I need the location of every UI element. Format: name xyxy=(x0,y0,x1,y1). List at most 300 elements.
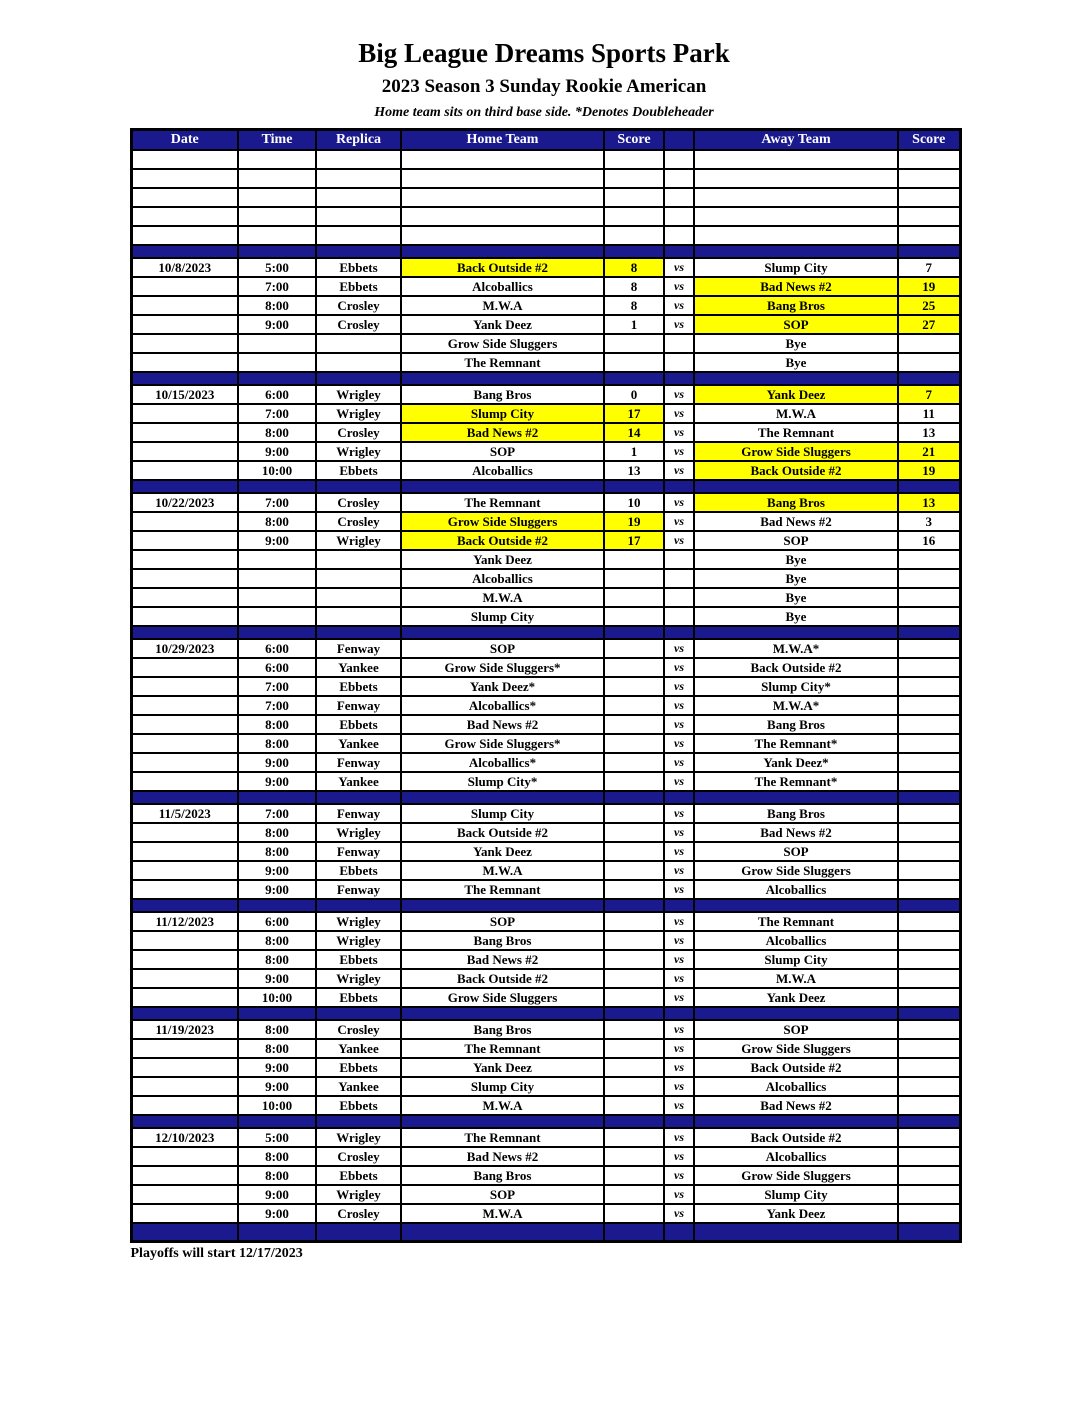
date-cell xyxy=(131,169,238,188)
home-team-cell: Alcoballics xyxy=(401,461,604,480)
replica-cell: Crosley xyxy=(316,315,401,334)
time-cell xyxy=(238,353,316,372)
away-team-cell: M.W.A* xyxy=(694,639,898,658)
replica-cell: Ebbets xyxy=(316,461,401,480)
away-score-cell xyxy=(898,245,960,258)
date-cell xyxy=(131,791,238,804)
game-row xyxy=(131,404,960,423)
replica-cell xyxy=(316,334,401,353)
home-score-cell xyxy=(604,931,664,950)
time-cell xyxy=(238,169,316,188)
bye-row xyxy=(131,588,960,607)
away-team-cell xyxy=(694,1115,898,1128)
home-team-cell: Bad News #2 xyxy=(401,715,604,734)
vs-cell: vs xyxy=(664,1185,694,1204)
time-cell xyxy=(238,207,316,226)
away-team-cell: M.W.A xyxy=(694,404,898,423)
time-cell: 9:00 xyxy=(238,442,316,461)
replica-cell: Ebbets xyxy=(316,1058,401,1077)
vs-cell xyxy=(664,226,694,245)
away-team-cell: Slump City xyxy=(694,1185,898,1204)
header-time: Time xyxy=(238,130,316,151)
time-cell: 10:00 xyxy=(238,1096,316,1115)
home-score-cell xyxy=(604,169,664,188)
game-row xyxy=(131,950,960,969)
game-row xyxy=(131,531,960,550)
home-score-cell xyxy=(604,1204,664,1223)
home-team-cell: Yank Deez xyxy=(401,550,604,569)
vs-cell: vs xyxy=(664,772,694,791)
vs-cell: vs xyxy=(664,861,694,880)
away-team-cell: Grow Side Sluggers xyxy=(694,1039,898,1058)
home-score-cell xyxy=(604,1096,664,1115)
vs-cell xyxy=(664,353,694,372)
home-team-cell xyxy=(401,188,604,207)
away-score-cell xyxy=(898,607,960,626)
vs-cell: vs xyxy=(664,531,694,550)
date-cell xyxy=(131,1115,238,1128)
replica-cell: Yankee xyxy=(316,772,401,791)
date-cell xyxy=(131,1096,238,1115)
home-score-cell xyxy=(604,715,664,734)
vs-cell: vs xyxy=(664,1147,694,1166)
home-team-cell: Bang Bros xyxy=(401,385,604,404)
home-score-cell xyxy=(604,842,664,861)
home-score-cell: 13 xyxy=(604,461,664,480)
home-team-cell xyxy=(401,226,604,245)
home-team-cell: Back Outside #2 xyxy=(401,531,604,550)
replica-cell: Yankee xyxy=(316,658,401,677)
date-cell xyxy=(131,423,238,442)
date-cell xyxy=(131,772,238,791)
away-team-cell: M.W.A xyxy=(694,969,898,988)
away-team-cell: The Remnant xyxy=(694,912,898,931)
time-cell: 6:00 xyxy=(238,658,316,677)
replica-cell: Fenway xyxy=(316,842,401,861)
away-team-cell: The Remnant xyxy=(694,423,898,442)
home-team-cell: M.W.A xyxy=(401,1204,604,1223)
away-score-cell xyxy=(898,842,960,861)
home-score-cell: 14 xyxy=(604,423,664,442)
game-row xyxy=(131,988,960,1007)
away-score-cell xyxy=(898,353,960,372)
vs-cell xyxy=(664,169,694,188)
vs-cell: vs xyxy=(664,1166,694,1185)
date-cell: 11/5/2023 xyxy=(131,804,238,823)
home-team-cell: Slump City* xyxy=(401,772,604,791)
away-score-cell xyxy=(898,226,960,245)
vs-cell: vs xyxy=(664,753,694,772)
away-score-cell: 11 xyxy=(898,404,960,423)
header-away-score: Score xyxy=(898,130,960,151)
away-team-cell: Alcoballics xyxy=(694,880,898,899)
home-score-cell xyxy=(604,823,664,842)
vs-cell: vs xyxy=(664,423,694,442)
home-team-cell: Yank Deez* xyxy=(401,677,604,696)
home-team-cell: Grow Side Sluggers xyxy=(401,988,604,1007)
date-cell: 10/8/2023 xyxy=(131,258,238,277)
home-team-cell: Bang Bros xyxy=(401,931,604,950)
time-cell: 9:00 xyxy=(238,772,316,791)
vs-cell: vs xyxy=(664,677,694,696)
away-score-cell xyxy=(898,639,960,658)
replica-cell xyxy=(316,480,401,493)
date-cell xyxy=(131,931,238,950)
home-score-cell xyxy=(604,1039,664,1058)
home-team-cell: SOP xyxy=(401,639,604,658)
time-cell: 8:00 xyxy=(238,823,316,842)
away-team-cell: Bye xyxy=(694,607,898,626)
home-score-cell xyxy=(604,550,664,569)
replica-cell: Fenway xyxy=(316,880,401,899)
time-cell: 10:00 xyxy=(238,988,316,1007)
home-score-cell xyxy=(604,804,664,823)
home-score-cell: 17 xyxy=(604,404,664,423)
vs-cell xyxy=(664,1223,694,1242)
date-cell xyxy=(131,823,238,842)
vs-cell: vs xyxy=(664,912,694,931)
vs-cell xyxy=(664,588,694,607)
home-team-cell: Bang Bros xyxy=(401,1020,604,1039)
time-cell xyxy=(238,372,316,385)
date-cell xyxy=(131,1223,238,1242)
game-row xyxy=(131,1077,960,1096)
home-score-cell xyxy=(604,791,664,804)
date-cell xyxy=(131,1007,238,1020)
time-cell xyxy=(238,550,316,569)
time-cell: 8:00 xyxy=(238,1039,316,1058)
game-row xyxy=(131,772,960,791)
game-row xyxy=(131,1204,960,1223)
away-score-cell xyxy=(898,1007,960,1020)
home-score-cell xyxy=(604,1128,664,1147)
replica-cell xyxy=(316,1007,401,1020)
home-team-cell: Bad News #2 xyxy=(401,1147,604,1166)
home-team-cell: Alcoballics xyxy=(401,569,604,588)
time-cell: 9:00 xyxy=(238,1185,316,1204)
replica-cell xyxy=(316,372,401,385)
home-team-cell: Bang Bros xyxy=(401,1166,604,1185)
home-score-cell: 17 xyxy=(604,531,664,550)
time-cell: 6:00 xyxy=(238,385,316,404)
away-score-cell xyxy=(898,1128,960,1147)
away-team-cell: Yank Deez* xyxy=(694,753,898,772)
away-team-cell: Grow Side Sluggers xyxy=(694,1166,898,1185)
empty-row xyxy=(131,169,960,188)
home-score-cell xyxy=(604,880,664,899)
away-team-cell xyxy=(694,245,898,258)
game-row xyxy=(131,1096,960,1115)
away-score-cell xyxy=(898,804,960,823)
home-team-cell: The Remnant xyxy=(401,353,604,372)
time-cell: 6:00 xyxy=(238,639,316,658)
time-cell: 9:00 xyxy=(238,1204,316,1223)
away-team-cell: Alcoballics xyxy=(694,931,898,950)
vs-cell: vs xyxy=(664,1058,694,1077)
away-score-cell: 13 xyxy=(898,423,960,442)
away-team-cell: Bang Bros xyxy=(694,715,898,734)
date-cell xyxy=(131,334,238,353)
game-row xyxy=(131,258,960,277)
away-team-cell: Bad News #2 xyxy=(694,1096,898,1115)
game-row xyxy=(131,1128,960,1147)
away-score-cell: 13 xyxy=(898,493,960,512)
game-row xyxy=(131,734,960,753)
home-team-cell xyxy=(401,899,604,912)
game-row xyxy=(131,1020,960,1039)
replica-cell: Crosley xyxy=(316,1020,401,1039)
game-row xyxy=(131,423,960,442)
header-home-team: Home Team xyxy=(401,130,604,151)
away-score-cell xyxy=(898,791,960,804)
home-score-cell: 19 xyxy=(604,512,664,531)
page-title: Big League Dreams Sports Park xyxy=(358,38,730,68)
away-team-cell: Bye xyxy=(694,353,898,372)
vs-cell xyxy=(664,791,694,804)
away-team-cell xyxy=(694,372,898,385)
away-team-cell: Bye xyxy=(694,588,898,607)
away-score-cell xyxy=(898,950,960,969)
replica-cell xyxy=(316,188,401,207)
game-row xyxy=(131,658,960,677)
date-cell xyxy=(131,1147,238,1166)
away-score-cell xyxy=(898,550,960,569)
time-cell: 5:00 xyxy=(238,258,316,277)
date-cell: 12/10/2023 xyxy=(131,1128,238,1147)
away-score-cell xyxy=(898,372,960,385)
home-team-cell: Grow Side Sluggers xyxy=(401,334,604,353)
home-score-cell xyxy=(604,1077,664,1096)
home-score-cell xyxy=(604,658,664,677)
away-score-cell xyxy=(898,1096,960,1115)
away-team-cell: Grow Side Sluggers xyxy=(694,442,898,461)
home-team-cell: Alcoballics* xyxy=(401,753,604,772)
home-team-cell: Bad News #2 xyxy=(401,950,604,969)
away-score-cell xyxy=(898,1185,960,1204)
section-divider-row xyxy=(131,480,960,493)
away-score-cell xyxy=(898,1058,960,1077)
date-cell xyxy=(131,1166,238,1185)
away-score-cell xyxy=(898,569,960,588)
date-cell: 11/12/2023 xyxy=(131,912,238,931)
doubleheader-note: Home team sits on third base side. *Denotes Doubleheader xyxy=(374,105,714,120)
vs-cell: vs xyxy=(664,639,694,658)
away-team-cell: Yank Deez xyxy=(694,988,898,1007)
time-cell xyxy=(238,245,316,258)
vs-cell: vs xyxy=(664,296,694,315)
away-score-cell: 7 xyxy=(898,385,960,404)
time-cell xyxy=(238,791,316,804)
time-cell xyxy=(238,1007,316,1020)
away-score-cell xyxy=(898,1077,960,1096)
vs-cell xyxy=(664,245,694,258)
bye-row xyxy=(131,607,960,626)
home-score-cell xyxy=(604,912,664,931)
vs-cell: vs xyxy=(664,950,694,969)
home-score-cell xyxy=(604,677,664,696)
home-team-cell: SOP xyxy=(401,442,604,461)
replica-cell: Ebbets xyxy=(316,1096,401,1115)
replica-cell: Fenway xyxy=(316,696,401,715)
home-team-cell: M.W.A xyxy=(401,1096,604,1115)
away-score-cell xyxy=(898,1115,960,1128)
date-cell xyxy=(131,734,238,753)
date-cell xyxy=(131,461,238,480)
date-cell xyxy=(131,969,238,988)
date-cell xyxy=(131,296,238,315)
game-row xyxy=(131,880,960,899)
home-score-cell xyxy=(604,588,664,607)
replica-cell xyxy=(316,588,401,607)
game-row xyxy=(131,1039,960,1058)
table-end-divider-row xyxy=(131,1223,960,1242)
date-cell xyxy=(131,696,238,715)
replica-cell: Yankee xyxy=(316,734,401,753)
replica-cell: Crosley xyxy=(316,1204,401,1223)
away-score-cell xyxy=(898,658,960,677)
game-row xyxy=(131,842,960,861)
vs-cell: vs xyxy=(664,315,694,334)
time-cell: 8:00 xyxy=(238,1166,316,1185)
section-divider-row xyxy=(131,372,960,385)
game-row xyxy=(131,277,960,296)
replica-cell xyxy=(316,899,401,912)
time-cell: 7:00 xyxy=(238,696,316,715)
away-score-cell: 21 xyxy=(898,442,960,461)
vs-cell xyxy=(664,899,694,912)
home-score-cell xyxy=(604,150,664,169)
away-score-cell xyxy=(898,772,960,791)
time-cell xyxy=(238,226,316,245)
date-cell xyxy=(131,950,238,969)
home-team-cell: Back Outside #2 xyxy=(401,969,604,988)
away-score-cell xyxy=(898,188,960,207)
away-team-cell: Grow Side Sluggers xyxy=(694,861,898,880)
home-score-cell: 0 xyxy=(604,385,664,404)
empty-row xyxy=(131,226,960,245)
date-cell xyxy=(131,899,238,912)
replica-cell: Crosley xyxy=(316,512,401,531)
replica-cell: Wrigley xyxy=(316,442,401,461)
away-score-cell xyxy=(898,912,960,931)
home-score-cell: 8 xyxy=(604,296,664,315)
replica-cell xyxy=(316,150,401,169)
home-score-cell xyxy=(604,861,664,880)
time-cell xyxy=(238,188,316,207)
home-team-cell: M.W.A xyxy=(401,296,604,315)
date-cell: 10/29/2023 xyxy=(131,639,238,658)
date-cell xyxy=(131,658,238,677)
away-team-cell: Back Outside #2 xyxy=(694,658,898,677)
replica-cell: Wrigley xyxy=(316,912,401,931)
home-team-cell xyxy=(401,626,604,639)
time-cell: 9:00 xyxy=(238,753,316,772)
time-cell: 8:00 xyxy=(238,931,316,950)
date-cell xyxy=(131,588,238,607)
away-score-cell xyxy=(898,880,960,899)
date-cell xyxy=(131,353,238,372)
home-team-cell: Grow Side Sluggers* xyxy=(401,734,604,753)
header-row xyxy=(131,130,960,151)
away-score-cell xyxy=(898,1204,960,1223)
away-score-cell xyxy=(898,1147,960,1166)
date-cell xyxy=(131,842,238,861)
vs-cell: vs xyxy=(664,842,694,861)
game-row xyxy=(131,823,960,842)
home-team-cell: Slump City xyxy=(401,404,604,423)
date-cell xyxy=(131,404,238,423)
time-cell xyxy=(238,899,316,912)
away-score-cell xyxy=(898,861,960,880)
home-score-cell xyxy=(604,334,664,353)
time-cell xyxy=(238,1115,316,1128)
replica-cell: Crosley xyxy=(316,296,401,315)
date-cell xyxy=(131,861,238,880)
empty-row xyxy=(131,188,960,207)
section-divider-row xyxy=(131,1115,960,1128)
home-team-cell: Grow Side Sluggers* xyxy=(401,658,604,677)
date-cell xyxy=(131,245,238,258)
section-divider-row xyxy=(131,791,960,804)
home-score-cell: 10 xyxy=(604,493,664,512)
vs-cell: vs xyxy=(664,1039,694,1058)
date-cell: 10/22/2023 xyxy=(131,493,238,512)
time-cell: 8:00 xyxy=(238,715,316,734)
game-row xyxy=(131,639,960,658)
home-score-cell xyxy=(604,188,664,207)
time-cell: 8:00 xyxy=(238,950,316,969)
away-score-cell xyxy=(898,334,960,353)
vs-cell: vs xyxy=(664,1128,694,1147)
home-team-cell xyxy=(401,480,604,493)
away-score-cell: 3 xyxy=(898,512,960,531)
replica-cell: Ebbets xyxy=(316,258,401,277)
away-team-cell: Bye xyxy=(694,334,898,353)
home-score-cell xyxy=(604,1020,664,1039)
replica-cell: Yankee xyxy=(316,1039,401,1058)
date-cell xyxy=(131,531,238,550)
home-score-cell xyxy=(604,1058,664,1077)
away-team-cell xyxy=(694,626,898,639)
replica-cell: Wrigley xyxy=(316,404,401,423)
time-cell: 9:00 xyxy=(238,315,316,334)
replica-cell: Fenway xyxy=(316,804,401,823)
time-cell: 8:00 xyxy=(238,1147,316,1166)
home-score-cell xyxy=(604,1007,664,1020)
away-team-cell xyxy=(694,899,898,912)
time-cell: 7:00 xyxy=(238,404,316,423)
time-cell: 9:00 xyxy=(238,1077,316,1096)
away-score-cell xyxy=(898,715,960,734)
home-score-cell xyxy=(604,1166,664,1185)
home-score-cell xyxy=(604,639,664,658)
date-cell xyxy=(131,1204,238,1223)
home-team-cell: SOP xyxy=(401,912,604,931)
vs-cell xyxy=(664,334,694,353)
home-team-cell: The Remnant xyxy=(401,1039,604,1058)
away-team-cell: Bye xyxy=(694,550,898,569)
game-row xyxy=(131,1147,960,1166)
home-team-cell: The Remnant xyxy=(401,1128,604,1147)
replica-cell: Wrigley xyxy=(316,1128,401,1147)
home-score-cell xyxy=(604,607,664,626)
home-team-cell: The Remnant xyxy=(401,880,604,899)
game-row xyxy=(131,753,960,772)
vs-cell: vs xyxy=(664,404,694,423)
home-score-cell xyxy=(604,988,664,1007)
vs-cell: vs xyxy=(664,1096,694,1115)
vs-cell: vs xyxy=(664,734,694,753)
